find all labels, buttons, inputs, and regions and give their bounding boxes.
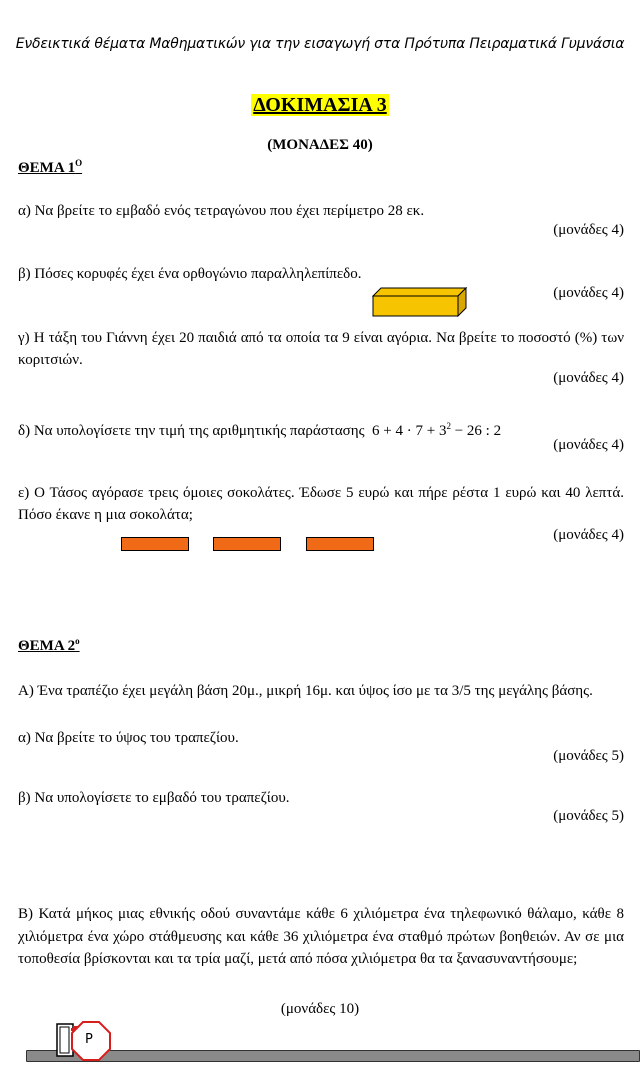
parking-sign-label: P: [85, 1032, 93, 1047]
q2-A-b-marks: (μονάδες 5): [553, 808, 624, 824]
q1-d-text: δ) Να υπολογίσετε την τιμή της αριθμητικής παράστασης: [18, 423, 365, 439]
q2-A-a-marks: (μονάδες 5): [553, 748, 624, 764]
q2-A-a: α) Να βρείτε το ύψος του τραπεζίου.: [18, 730, 239, 746]
chocolate-bar-3: [306, 537, 374, 551]
q1-c-marks: (μονάδες 4): [553, 370, 624, 386]
chocolate-bar-1: [121, 537, 189, 551]
q1-a: α) Να βρείτε το εμβαδό ενός τετραγώνου που έχει περίμετρο 28 εκ.: [18, 203, 425, 219]
parking-sign: [70, 1020, 112, 1067]
theme2-heading: [18, 636, 80, 655]
q1-d-marks: (μονάδες 4): [553, 437, 624, 453]
test-title-text: ΔΟΚΙΜΑΣΙΑ 3: [253, 94, 387, 116]
q1-c: γ) Η τάξη του Γιάννη έχει 20 παιδιά από τα οποία τα 9 είναι αγόρια. Να βρείτε το ποσοστό (%) των κοριτσιών.: [18, 330, 624, 368]
q2-A-b: β) Να υπολογίσετε το εμβαδό του τραπεζίου.: [18, 790, 290, 806]
q1-d-exponent: 2: [446, 421, 451, 431]
q1-e-marks: (μονάδες 4): [553, 527, 624, 543]
test-title: [0, 94, 640, 117]
theme1-heading: [18, 158, 82, 177]
q1-d-expr-part2: − 26 : 2: [450, 423, 502, 439]
q1-e: ε) Ο Τάσος αγόρασε τρεις όμοιες σοκολάτες. Έδωσε 5 ευρώ και πήρε ρέστα 1 ευρώ και 40 λεπτά. Πόσο έκανε η μια σοκολάτα;: [18, 485, 624, 523]
theme1-label: ΘΕΜΑ 1: [18, 160, 76, 176]
theme2-sup: ο: [75, 636, 80, 646]
q1-b: β) Πόσες κορυφές έχει ένα ορθογώνιο παραλληλεπίπεδο.: [18, 266, 362, 282]
q2-B-marks: (μονάδες 10): [280, 1001, 360, 1017]
page-header: Ενδεικτικά θέματα Μαθηματικών για την εισαγωγή στα Πρότυπα Πειραματικά Γυμνάσια: [15, 36, 625, 52]
cuboid-icon: [372, 287, 468, 317]
chocolate-bar-2: [213, 537, 281, 551]
theme2-label: ΘΕΜΑ 2: [18, 638, 76, 654]
q1-d: [18, 415, 624, 442]
q1-d-expr-part1: 6 + 4 · 7 + 3: [372, 423, 447, 439]
road: [26, 1050, 640, 1062]
q1-a-marks: (μονάδες 4): [553, 222, 624, 238]
box-figure: [372, 287, 468, 322]
q2-A: Α) Ένα τραπέζιο έχει μεγάλη βάση 20μ., μικρή 16μ. και ύψος ίσο με τα 3/5 της μεγάλης βάσης.: [18, 683, 593, 699]
theme1-sup: Ο: [75, 158, 83, 168]
q1-b-marks: (μονάδες 4): [553, 285, 624, 301]
total-units: (ΜΟΝΑΔΕΣ 40): [267, 137, 373, 153]
q1-d-expression: [372, 423, 501, 439]
q2-B: Β) Κατά μήκος μιας εθνικής οδού συναντάμε κάθε 6 χιλιόμετρα ένα τηλεφωνικό θάλαμο, κάθε 8 χιλιόμετρα ένα χώρο στάθμευσης και κάθε 36 χιλιόμετρα ένα σταθμό πρώτων βοηθειών. Αν σε μια τοποθεσία βρίσκονται και τα τρία μαζί, μετά από πόσα χιλιόμετρα θα τα ξανασυναντήσουμε;: [18, 906, 624, 967]
